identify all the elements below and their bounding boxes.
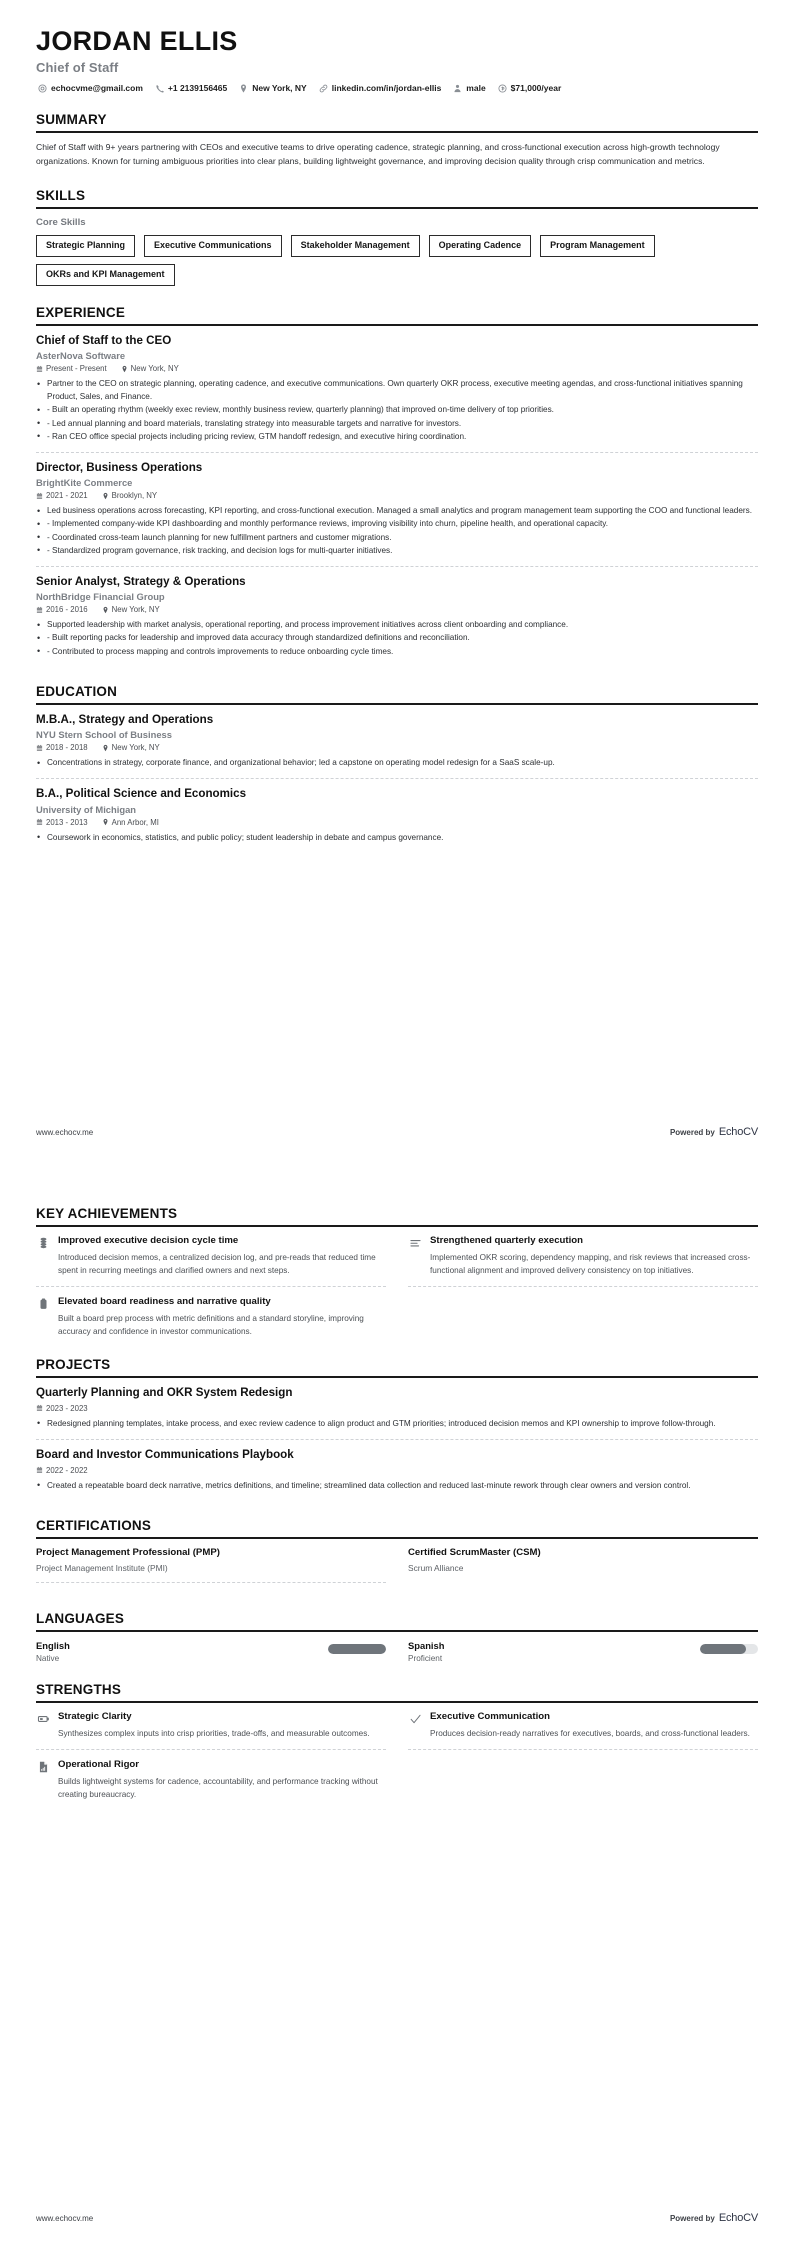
experience-meta <box>36 605 758 614</box>
education-dates <box>36 743 88 752</box>
language-proficiency-bar <box>328 1644 386 1654</box>
project-bullets <box>36 1479 758 1492</box>
bullet: • Redesigned planning templates, intake process, and exec review cadence to align product and GTM priorities; introduced decision memos and KPI ownership to improve follow-through. <box>36 1417 758 1430</box>
experience-bullets <box>36 504 758 557</box>
project-entry <box>36 1386 758 1437</box>
contact-phone-text: +1 2139156465 <box>167 83 228 94</box>
achievement-cell <box>36 1296 386 1338</box>
contact-location-text: New York, NY <box>252 83 307 94</box>
project-title: Quarterly Planning and OKR System Redesign <box>36 1386 293 1400</box>
certification-name: Certified ScrumMaster (CSM) <box>408 1546 541 1558</box>
contact-salary-text: $71,000/year <box>510 83 562 94</box>
calendar-icon <box>36 1404 43 1412</box>
experience-meta <box>36 491 758 500</box>
section-heading-skills: SKILLS <box>36 187 86 203</box>
project-dates <box>36 1466 88 1475</box>
experience-entry <box>36 334 758 450</box>
key-achievements-grid <box>36 1235 758 1338</box>
strength-item <box>408 1711 758 1740</box>
project-entry <box>36 1439 758 1499</box>
bullet: • - Coordinated cross-team launch planning for new fulfillment partners and customer migrations. <box>36 531 758 544</box>
experience-entry <box>36 566 758 665</box>
document-chart-icon <box>36 1760 50 1775</box>
education-school: University of Michigan <box>36 803 137 815</box>
section-projects <box>36 1357 758 1498</box>
contact-salary <box>498 83 562 93</box>
check-icon <box>408 1712 422 1727</box>
bullet: • - Contributed to process mapping and controls improvements to reduce onboarding cycle times. <box>36 645 758 658</box>
certification-name: Project Management Professional (PMP) <box>36 1546 220 1558</box>
skill-chip: Operating Cadence <box>429 235 532 257</box>
footer-powered-by <box>670 2212 758 2224</box>
footer-website[interactable]: www.echocv.me <box>36 1127 94 1137</box>
location-pin-icon <box>239 84 248 93</box>
experience-dates <box>36 491 88 500</box>
education-school: NYU Stern School of Business <box>36 729 172 741</box>
achievement-title: Strengthened quarterly execution <box>430 1235 583 1246</box>
achievement-item <box>408 1235 758 1277</box>
education-degree: B.A., Political Science and Economics <box>36 787 247 801</box>
location-pin-icon <box>102 818 109 826</box>
section-heading-certifications: CERTIFICATIONS <box>36 1517 152 1533</box>
education-location-text: New York, NY <box>111 743 160 753</box>
project-meta <box>36 1466 758 1475</box>
link-icon <box>319 84 328 93</box>
section-skills <box>36 188 758 286</box>
contact-linkedin[interactable] <box>319 83 442 93</box>
experience-dates-text: 2021 - 2021 <box>46 491 88 501</box>
bullet: • Created a repeatable board deck narrative, metrics definitions, and timeline; streamlined data collection and reduced last-minute rework through clear owners and version control. <box>36 1479 758 1492</box>
footer-brand-name: EchoCV <box>718 1126 758 1138</box>
education-degree: M.B.A., Strategy and Operations <box>36 712 214 726</box>
section-divider <box>36 1701 758 1703</box>
section-strengths <box>36 1682 758 1801</box>
languages-grid <box>36 1640 758 1663</box>
achievement-item <box>36 1296 386 1338</box>
language-name: Spanish <box>408 1639 445 1651</box>
section-certifications <box>36 1518 758 1592</box>
section-heading-strengths: STRENGTHS <box>36 1681 122 1697</box>
bullet: • - Built reporting packs for leadership and improved data accuracy through standardized definitions and reconciliation. <box>36 631 758 644</box>
strength-title: Operational Rigor <box>58 1758 140 1770</box>
location-pin-icon <box>102 744 109 752</box>
education-meta <box>36 743 758 752</box>
strength-title: Executive Communication <box>430 1710 550 1722</box>
section-divider <box>36 324 758 326</box>
experience-company: NorthBridge Financial Group <box>36 591 165 603</box>
list-lines-icon <box>408 1236 422 1251</box>
resume-header <box>36 26 758 93</box>
bullet: • Concentrations in strategy, corporate finance, and organizational behavior; led a capstone on operating model redesign for a SaaS scale-up. <box>36 756 758 769</box>
education-dates-text: 2013 - 2013 <box>46 817 88 827</box>
section-key-achievements <box>36 1206 758 1338</box>
skill-chip: Strategic Planning <box>36 235 135 257</box>
candidate-name: JORDAN ELLIS <box>36 26 238 56</box>
section-heading-education: EDUCATION <box>36 683 118 699</box>
experience-meta <box>36 364 758 373</box>
education-bullets <box>36 831 758 844</box>
email-icon <box>38 84 47 93</box>
achievement-desc: Introduced decision memos, a centralized decision log, and pre-reads that reduced time spent in recurring meetings and clarified owners and next steps. <box>58 1252 376 1276</box>
experience-title: Chief of Staff to the CEO <box>36 333 172 347</box>
contact-linkedin-text: linkedin.com/in/jordan-ellis <box>331 83 442 94</box>
experience-dates <box>36 605 88 614</box>
contact-gender <box>453 83 485 93</box>
contact-email-text: echocvme@gmail.com <box>51 83 143 94</box>
phone-icon <box>155 84 164 93</box>
bullet: • - Implemented company-wide KPI dashboarding and monthly performance reviews, improving visibility into churn, pipeline health, and operational capacity. <box>36 517 758 530</box>
education-location <box>102 818 159 827</box>
section-divider <box>36 1537 758 1539</box>
experience-bullets <box>36 618 758 657</box>
experience-location <box>121 364 179 373</box>
section-summary <box>36 112 758 169</box>
battery-icon <box>36 1712 50 1727</box>
calendar-icon <box>36 606 43 614</box>
section-heading-key-achievements: KEY ACHIEVEMENTS <box>36 1206 178 1221</box>
footer-powered-label: Powered by <box>669 2214 715 2223</box>
strength-cell <box>408 1711 758 1750</box>
education-dates-text: 2018 - 2018 <box>46 743 88 753</box>
achievement-desc: Implemented OKR scoring, dependency mapping, and risk reviews that increased cross-functional alignment and improved delivery consistency on top initiatives. <box>430 1252 751 1276</box>
strengths-grid <box>36 1711 758 1801</box>
location-pin-icon <box>102 492 109 500</box>
section-divider <box>36 1225 758 1227</box>
section-divider <box>36 131 758 133</box>
calendar-icon <box>36 1466 43 1474</box>
location-pin-icon <box>121 365 128 373</box>
calendar-icon <box>36 744 43 752</box>
experience-location <box>102 605 160 614</box>
calendar-icon <box>36 818 43 826</box>
strength-title: Strategic Clarity <box>58 1710 132 1722</box>
page-footer <box>36 2212 758 2224</box>
person-icon <box>453 84 462 93</box>
strength-cell-empty <box>408 1759 758 1801</box>
experience-dates-text: 2016 - 2016 <box>46 605 88 615</box>
experience-title: Director, Business Operations <box>36 460 203 474</box>
achievement-title: Improved executive decision cycle time <box>58 1235 239 1246</box>
section-heading-languages: LANGUAGES <box>36 1610 125 1626</box>
bullet: • - Built an operating rhythm (weekly exec review, monthly business review, quarterly planning) that improved on-time delivery of top priorities. <box>36 403 758 416</box>
section-education <box>36 684 758 851</box>
skill-group-label: Core Skills <box>36 216 86 228</box>
section-heading-experience: EXPERIENCE <box>36 304 126 320</box>
experience-bullets <box>36 377 758 443</box>
resume-page-2 <box>0 1160 794 2246</box>
achievement-item <box>36 1235 386 1277</box>
strength-desc: Produces decision-ready narratives for executives, boards, and cross-functional leaders. <box>430 1728 750 1738</box>
language-level: Native <box>36 1653 60 1663</box>
experience-entry <box>36 452 758 564</box>
location-pin-icon <box>102 606 109 614</box>
language-item <box>408 1640 758 1663</box>
strength-item <box>36 1711 386 1740</box>
education-entry <box>36 778 758 851</box>
section-divider <box>36 1630 758 1632</box>
contact-email[interactable] <box>38 83 143 93</box>
experience-dates <box>36 364 107 373</box>
section-heading-summary: SUMMARY <box>36 112 107 128</box>
experience-location-text: New York, NY <box>130 364 179 374</box>
bullet: • Led business operations across forecasting, KPI reporting, and cross-functional execution. Managed a small analytics and program management team supporting the COO and functional leaders. <box>36 504 758 517</box>
section-languages <box>36 1611 758 1663</box>
section-divider <box>36 1376 758 1378</box>
skill-chip-list <box>36 235 758 286</box>
education-entry <box>36 713 758 777</box>
project-meta <box>36 1404 758 1413</box>
section-experience <box>36 305 758 665</box>
skill-chip: OKRs and KPI Management <box>36 264 175 286</box>
project-dates-text: 2023 - 2023 <box>46 1403 88 1413</box>
education-dates <box>36 818 88 827</box>
experience-location <box>102 491 158 500</box>
experience-location-text: Brooklyn, NY <box>111 491 158 501</box>
bullet: • - Led annual planning and board materials, translating strategy into measurable targets and narrative for investors. <box>36 417 758 430</box>
language-level: Proficient <box>408 1653 443 1663</box>
clipboard-icon <box>36 1297 50 1312</box>
achievement-title: Elevated board readiness and narrative quality <box>58 1296 271 1308</box>
strength-item <box>36 1759 386 1801</box>
calendar-icon <box>36 492 43 500</box>
footer-brand-name: EchoCV <box>718 2212 758 2224</box>
achievement-cell <box>408 1235 758 1287</box>
contact-row <box>36 83 758 93</box>
candidate-job-title: Chief of Staff <box>36 60 119 76</box>
certification-item <box>408 1547 758 1592</box>
footer-powered-by <box>670 1126 758 1138</box>
experience-title: Senior Analyst, Strategy & Operations <box>36 574 246 588</box>
language-name: English <box>36 1639 70 1651</box>
experience-company: BrightKite Commerce <box>36 477 133 489</box>
education-location-text: Ann Arbor, MI <box>111 817 159 827</box>
experience-location-text: New York, NY <box>111 605 160 615</box>
bullet: • Coursework in economics, statistics, and public policy; student leadership in debate and campus governance. <box>36 831 758 844</box>
strength-cell <box>36 1759 386 1801</box>
bullet: • - Ran CEO office special projects including pricing review, GTM handoff redesign, and executive hiring coordination. <box>36 430 758 443</box>
education-meta <box>36 818 758 827</box>
contact-location <box>239 83 306 93</box>
footer-website[interactable]: www.echocv.me <box>36 2213 94 2223</box>
strength-desc: Builds lightweight systems for cadence, accountability, and performance tracking without creating bureaucracy. <box>58 1776 378 1799</box>
skill-chip: Program Management <box>540 235 655 257</box>
strength-cell <box>36 1711 386 1750</box>
footer-powered-label: Powered by <box>669 1128 715 1137</box>
page-footer <box>36 1126 758 1138</box>
project-dates <box>36 1404 88 1413</box>
certification-issuer: Project Management Institute (PMI) <box>36 1562 168 1573</box>
section-divider <box>36 207 758 209</box>
achievement-cell <box>36 1235 386 1287</box>
skill-chip: Stakeholder Management <box>291 235 420 257</box>
language-proficiency-fill <box>700 1644 746 1654</box>
bullet: • Partner to the CEO on strategic planning, operating cadence, and executive communications. Own quarterly OKR process, executive meeting agendas, and cross-functional initiatives spanning Product, Sales, and Finance. <box>36 377 758 403</box>
achievement-cell-empty <box>408 1296 758 1338</box>
bullet: • Supported leadership with market analysis, operational reporting, and process improvement initiatives across client onboarding and compliance. <box>36 618 758 631</box>
strength-desc: Synthesizes complex inputs into crisp priorities, trade-offs, and measurable outcomes. <box>58 1728 370 1738</box>
coins-stack-icon <box>36 1236 50 1251</box>
experience-company: AsterNova Software <box>36 350 126 362</box>
certification-item <box>36 1547 386 1583</box>
contact-gender-text: male <box>466 83 486 94</box>
experience-dates-text: Present - Present <box>46 364 107 374</box>
skill-chip: Executive Communications <box>144 235 282 257</box>
language-item <box>36 1640 386 1663</box>
project-title: Board and Investor Communications Playbook <box>36 1448 294 1462</box>
certifications-grid <box>36 1547 758 1592</box>
language-proficiency-bar <box>700 1644 758 1654</box>
achievement-desc: Built a board prep process with metric definitions and a standard storyline, improving accuracy and confidence in investor communications. <box>58 1314 364 1337</box>
project-bullets <box>36 1417 758 1430</box>
bullet: • - Standardized program governance, risk tracking, and decision logs for multi-quarter initiatives. <box>36 544 758 557</box>
project-dates-text: 2022 - 2022 <box>46 1465 88 1475</box>
education-bullets <box>36 756 758 769</box>
section-divider <box>36 703 758 705</box>
summary-text: Chief of Staff with 9+ years partnering with CEOs and executive teams to drive operating cadence, strategic planning, and cross-functional execution across high-growth technology organizations. Known for turning ambiguous priorities into clear plans, building lightweight governance, and improving decision quality through crisp communication and metrics. <box>36 142 720 166</box>
language-proficiency-fill <box>328 1644 386 1654</box>
salary-icon <box>498 84 507 93</box>
contact-phone[interactable] <box>155 83 227 93</box>
calendar-icon <box>36 365 43 373</box>
certification-issuer: Scrum Alliance <box>408 1562 464 1573</box>
education-location <box>102 743 160 752</box>
section-heading-projects: PROJECTS <box>36 1357 111 1373</box>
